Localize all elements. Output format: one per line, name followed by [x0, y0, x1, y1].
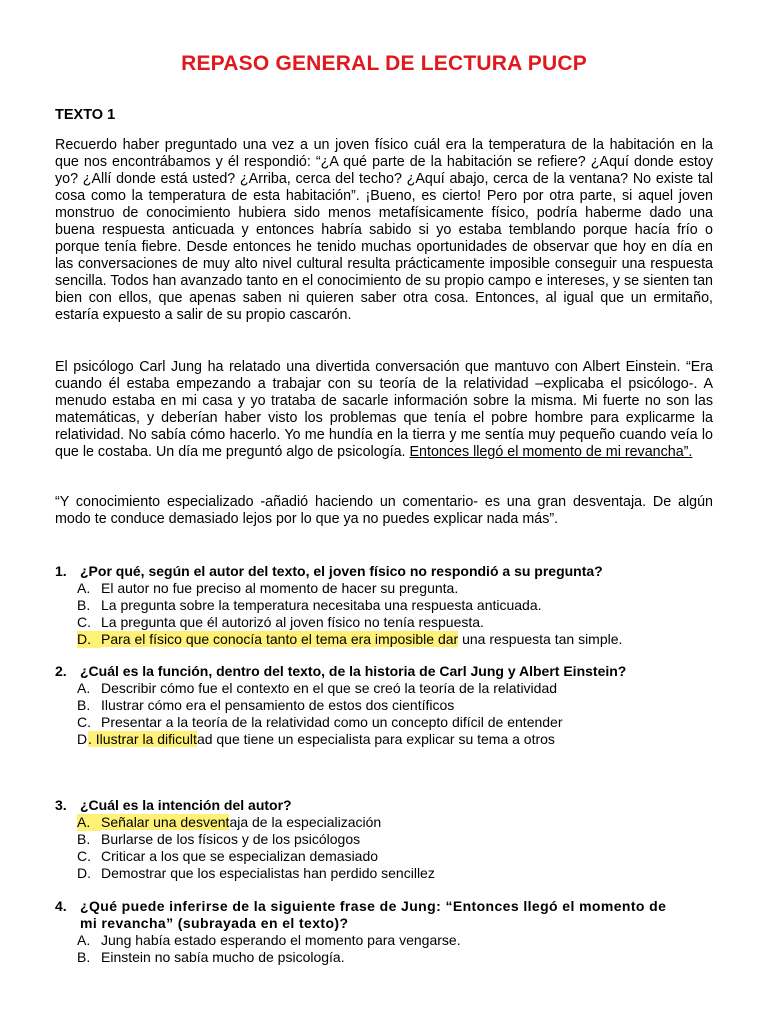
question-number: 2.: [55, 663, 67, 679]
option-text: ad que tiene un especialista para explicar su tema a otros: [196, 731, 555, 747]
question-number: 3.: [55, 797, 67, 813]
option-letter: C.: [77, 848, 91, 864]
question-4: [55, 898, 715, 966]
question-3-prompt: [55, 797, 715, 814]
question-text: ¿Cuál es la intención del autor?: [80, 797, 292, 813]
option-d: [55, 865, 715, 882]
option-letter: A.: [77, 932, 91, 948]
option-b: [55, 949, 715, 966]
option-text: Demostrar que los especialistas han perdido sencillez: [101, 865, 435, 881]
option-a: [55, 580, 715, 597]
question-number: 4.: [55, 898, 67, 914]
highlighted-text: . Ilustrar la dificult: [88, 731, 197, 747]
question-1: [55, 563, 715, 648]
option-a: [55, 680, 715, 697]
question-text-line-1: ¿Qué puede inferirse de la siguiente frase de Jung: “Entonces llegó el momento de: [80, 898, 667, 914]
question-text: [80, 898, 715, 932]
option-text: El autor no fue preciso al momento de hacer su pregunta.: [101, 580, 459, 596]
option-letter: D.: [77, 865, 91, 881]
question-1-prompt: [55, 563, 715, 580]
option-letter: B.: [77, 831, 91, 847]
highlighted-text: Para el físico que conocía tanto el tema era imposible dar: [101, 631, 459, 647]
option-letter: A.: [77, 680, 91, 696]
option-a: [55, 932, 715, 949]
question-4-prompt: [55, 898, 715, 932]
option-text: La pregunta sobre la temperatura necesitaba una respuesta anticuada.: [101, 597, 542, 613]
highlighted-text: Señalar una desvent: [101, 814, 230, 830]
question-3: [55, 797, 715, 882]
option-letter: B.: [77, 949, 91, 965]
paragraph-2: [55, 359, 713, 461]
paragraph-1: Recuerdo haber preguntado una vez a un joven físico cuál era la temperatura de la habitación en la que nos encontrábamos y él respondió: “¿A qué parte de la habitación se refiere? ¿Aquí donde estoy yo? ¿Allí donde está usted? ¿Arriba, cerca del techo? ¿Aquí abajo, cerca de la ventana? No existe tal cosa como la temperatura de esta habitación”. ¡Bueno, es cierto! Pero por otra parte, si aquel joven monstruo de conocimiento hubiera sido menos metafísicamente físico, podría haberme dado una buena respuesta anticuada y entonces habría sabido si yo estaba temblando porque hacía frío o porque tenía fiebre. Desde entonces he tenido muchas oportunidades de observar que hoy en día en las conversaciones de muy alto nivel cultural resulta prácticamente imposible conseguir una respuesta sencilla. Todos han avanzado tanto en el conocimiento de su propio campo e intereses, y se sienten tan bien con ellos, que apenas saben ni quieren saber otra cosa. Entonces, al igual que un ermitaño, estaría expuesto a salir de su propio cascarón.: [55, 137, 713, 323]
option-c: [55, 848, 715, 865]
option-c: [55, 614, 715, 631]
paragraph-2-text: El psicólogo Carl Jung ha relatado una divertida conversación que mantuvo con Albert Einstein. “Era cuando él estaba empezando a trabajar con su teoría de la relatividad –explicaba el psicólogo-. A menudo estaba en mi casa y yo trataba de sacarle información sobre la misma. Mi fuerte no son las matemáticas, y deberían haber visto los problemas que tenía el pobre hombre para explicarme la relatividad. No sabía cómo hacerlo. Yo me hundía en la tierra y me sentía muy pequeño cuando veía lo que le costaba. Un día me preguntó algo de psicología.: [55, 359, 713, 460]
option-text: Ilustrar cómo era el pensamiento de estos dos científicos: [101, 697, 455, 713]
option-text: Presentar a la teoría de la relatividad como un concepto difícil de entender: [101, 714, 563, 730]
option-text: Describir cómo fue el contexto en el que se creó la teoría de la relatividad: [101, 680, 558, 696]
option-b: [55, 831, 715, 848]
document-title: REPASO GENERAL DE LECTURA PUCP: [181, 52, 587, 75]
option-text: aja de la especialización: [229, 814, 382, 830]
question-text: ¿Cuál es la función, dentro del texto, de la historia de Carl Jung y Albert Einstein?: [80, 663, 627, 679]
option-text: Einstein no sabía mucho de psicología.: [101, 949, 345, 965]
text-heading: TEXTO 1: [55, 107, 116, 123]
option-text: Burlarse de los físicos y de los psicólogos: [101, 831, 361, 847]
option-b: [55, 597, 715, 614]
option-letter: A.: [77, 814, 101, 831]
underlined-phrase: Entonces llegó el momento de mi revancha”.: [409, 444, 693, 460]
option-text: Jung había estado esperando el momento para vengarse.: [101, 932, 461, 948]
option-letter: B.: [77, 697, 91, 713]
option-letter: B.: [77, 597, 91, 613]
question-number: 1.: [55, 563, 67, 579]
paragraph-3: “Y conocimiento especializado -añadió haciendo un comentario- es una gran desventaja. De algún modo te conduce demasiado lejos por lo que ya no puedes explicar nada más”.: [55, 494, 713, 527]
option-letter: C.: [77, 714, 91, 730]
option-b: [55, 697, 715, 714]
question-2: [55, 663, 715, 748]
option-letter: C.: [77, 614, 91, 630]
option-d: [55, 731, 715, 748]
question-text: ¿Por qué, según el autor del texto, el joven físico no respondió a su pregunta?: [80, 563, 603, 579]
option-text: una respuesta tan simple.: [458, 631, 623, 647]
option-letter: D.: [77, 631, 101, 648]
option-letter: D: [77, 731, 88, 747]
option-d: [55, 631, 715, 648]
option-letter: A.: [77, 580, 91, 596]
question-2-prompt: [55, 663, 715, 680]
option-a: [55, 814, 715, 831]
question-text-line-2: mi revancha” (subrayada en el texto)?: [80, 915, 349, 931]
option-c: [55, 714, 715, 731]
option-text: Criticar a los que se especializan demasiado: [101, 848, 379, 864]
option-text: La pregunta que él autorizó al joven físico no tenía respuesta.: [101, 614, 484, 630]
